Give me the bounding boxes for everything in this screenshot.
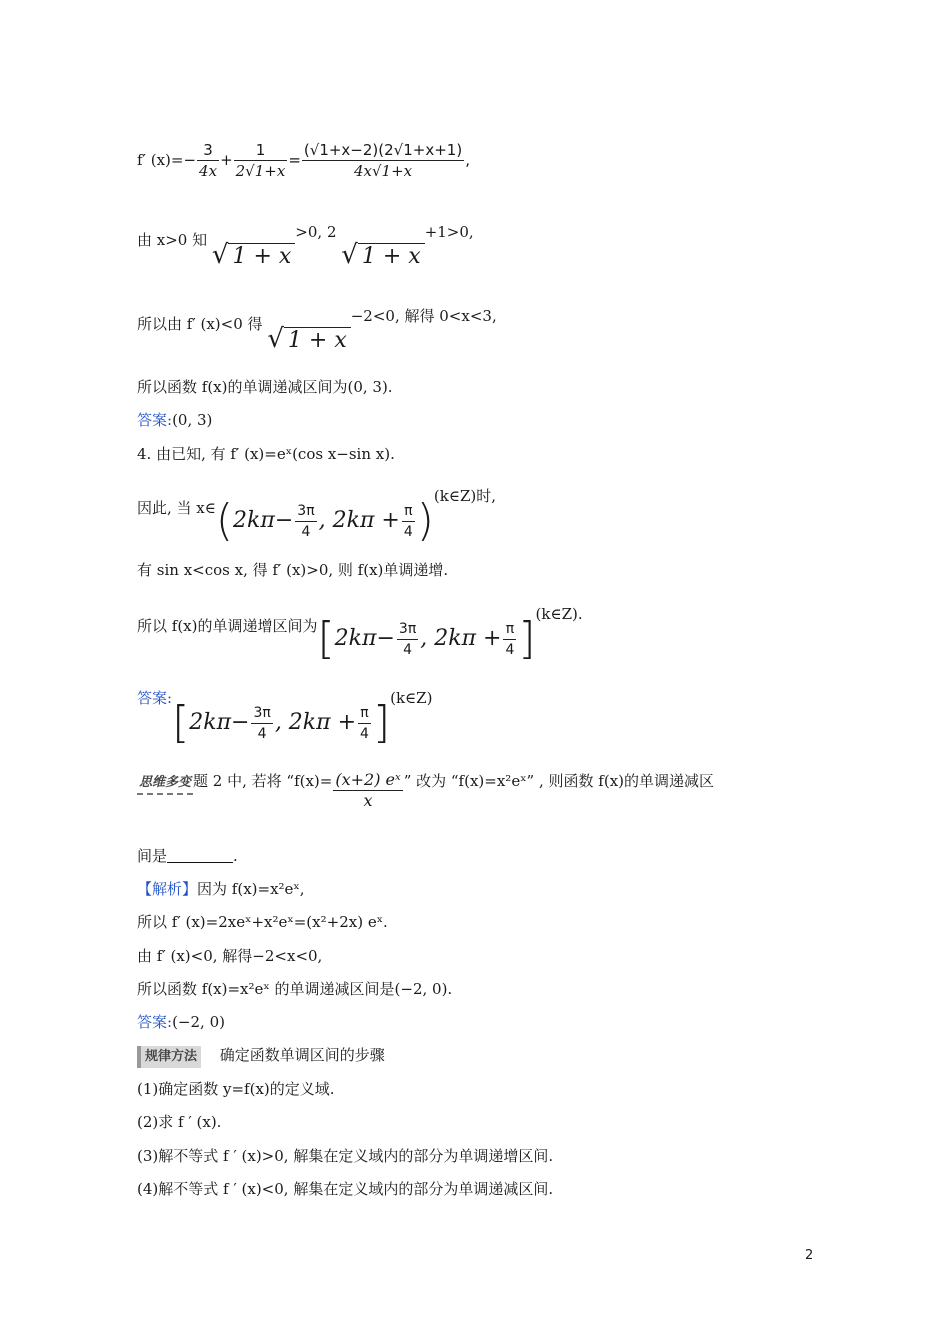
line-x-positive: 由 x>0 知 √ 1 + x>0, 2 √ 1 + x+1>0, bbox=[137, 223, 474, 270]
step-4: (4)解不等式 f ′ (x)<0, 解集在定义域内的部分为单调递减区间. bbox=[137, 1180, 554, 1198]
open-interval: (2kπ− $\frac{3\pi}{4}$ , 2kπ + $\frac{\pi}{4}$ ) bbox=[215, 495, 434, 546]
derivative-prefix: f′ (x)= bbox=[137, 151, 184, 169]
step-2: (2)求 f ′ (x). bbox=[137, 1113, 222, 1131]
sqrt-expression-3: √ 1 + x bbox=[267, 329, 350, 351]
answer-1: 答案:(0, 3) bbox=[137, 411, 213, 429]
fraction-product: $\frac{(√1+x-2)(2√1+x+1)}{4x√1+x}$ bbox=[303, 141, 463, 180]
fraction-3-over-4x: $\frac{3}{4x}$ bbox=[199, 141, 218, 180]
line-solve-2: 由 f′ (x)<0, 解得−2<x<0, bbox=[137, 947, 323, 965]
line-decreasing-2: 所以函数 f(x)=x²eˣ 的单调递减区间是(−2, 0). bbox=[137, 980, 453, 998]
derivative-formula: f′ (x)=− $\frac{3}{4x}$ + $\frac{1}{2√1+x}$ = $\frac{(√1+x-2)(2√1+x+1)}{4x√1+x}$ , bbox=[137, 141, 470, 180]
sqrt-expression: √ 1 + x bbox=[212, 245, 295, 267]
answer-label: 答案: bbox=[137, 689, 173, 707]
fraction-1-over-2sqrt: $\frac{1}{2√1+x}$ bbox=[235, 141, 286, 180]
thinking-variation-badge: 思维多变 bbox=[137, 773, 193, 795]
line-variation: 思维多变 题 2 中, 若将 “f(x)= $\frac{\text{(x+2) eˣ}}{x}$ ” 改为 “f(x)=x²eˣ” , 则函数 f(x)的单调递减区 bbox=[139, 770, 715, 810]
answer-label: 答案: bbox=[137, 411, 173, 429]
line-solve-inequality: 所以由 f′ (x)<0 得 √ 1 + x−2<0, 解得 0<x<3, bbox=[137, 307, 497, 354]
line-problem-4: 4. 由已知, 有 f′ (x)=eˣ(cos x−sin x). bbox=[137, 445, 395, 463]
method-badge: 规律方法 bbox=[137, 1046, 201, 1068]
step-3: (3)解不等式 f ′ (x)>0, 解集在定义域内的部分为单调递增区间. bbox=[137, 1147, 554, 1165]
answer-blank bbox=[167, 848, 233, 863]
line-method: 规律方法 确定函数单调区间的步骤 bbox=[137, 1045, 385, 1068]
analysis-label: 【解析】 bbox=[137, 880, 198, 898]
line-increasing: 有 sin x<cos x, 得 f′ (x)>0, 则 f(x)单调递增. bbox=[137, 561, 449, 579]
line-derivative-ex: 所以 f′ (x)=2xeˣ+x²eˣ=(x²+2x) eˣ. bbox=[137, 913, 388, 931]
answer-2: 答案:[2kπ− $\frac{3\pi}{4}$ , 2kπ + $\frac{\pi}{4}$ ](k∈Z) bbox=[137, 689, 433, 748]
closed-interval: [2kπ− $\frac{3\pi}{4}$ , 2kπ + $\frac{\pi}{4}$ ] bbox=[317, 613, 536, 664]
page-number: 2 bbox=[805, 1248, 814, 1263]
line-analysis: 【解析】因为 f(x)=x²eˣ, bbox=[137, 880, 305, 898]
fraction-xplus2-ex-over-x: $\frac{\text{(x+2) eˣ}}{x}$ bbox=[335, 770, 401, 810]
line-decreasing-interval: 所以函数 f(x)的单调递减区间为(0, 3). bbox=[137, 378, 393, 396]
answer-3: 答案:(−2, 0) bbox=[137, 1013, 225, 1031]
line-blank-question: 间是 . bbox=[137, 847, 238, 865]
answer-label: 答案: bbox=[137, 1013, 173, 1031]
closed-interval-answer: [2kπ− $\frac{3\pi}{4}$ , 2kπ + $\frac{\pi}{4}$ ] bbox=[172, 697, 391, 748]
sqrt-expression-2: √ 1 + x bbox=[341, 245, 424, 267]
line-interval-condition: 因此, 当 x∈(2kπ− $\frac{3\pi}{4}$ , 2kπ + $\frac{\pi}{4}$ )(k∈Z)时, bbox=[137, 487, 497, 546]
step-1: (1)确定函数 y=f(x)的定义域. bbox=[137, 1080, 335, 1098]
line-increasing-interval: 所以 f(x)的单调递增区间为[2kπ− $\frac{3\pi}{4}$ , 2kπ + $\frac{\pi}{4}$ ](k∈Z). bbox=[137, 605, 583, 664]
